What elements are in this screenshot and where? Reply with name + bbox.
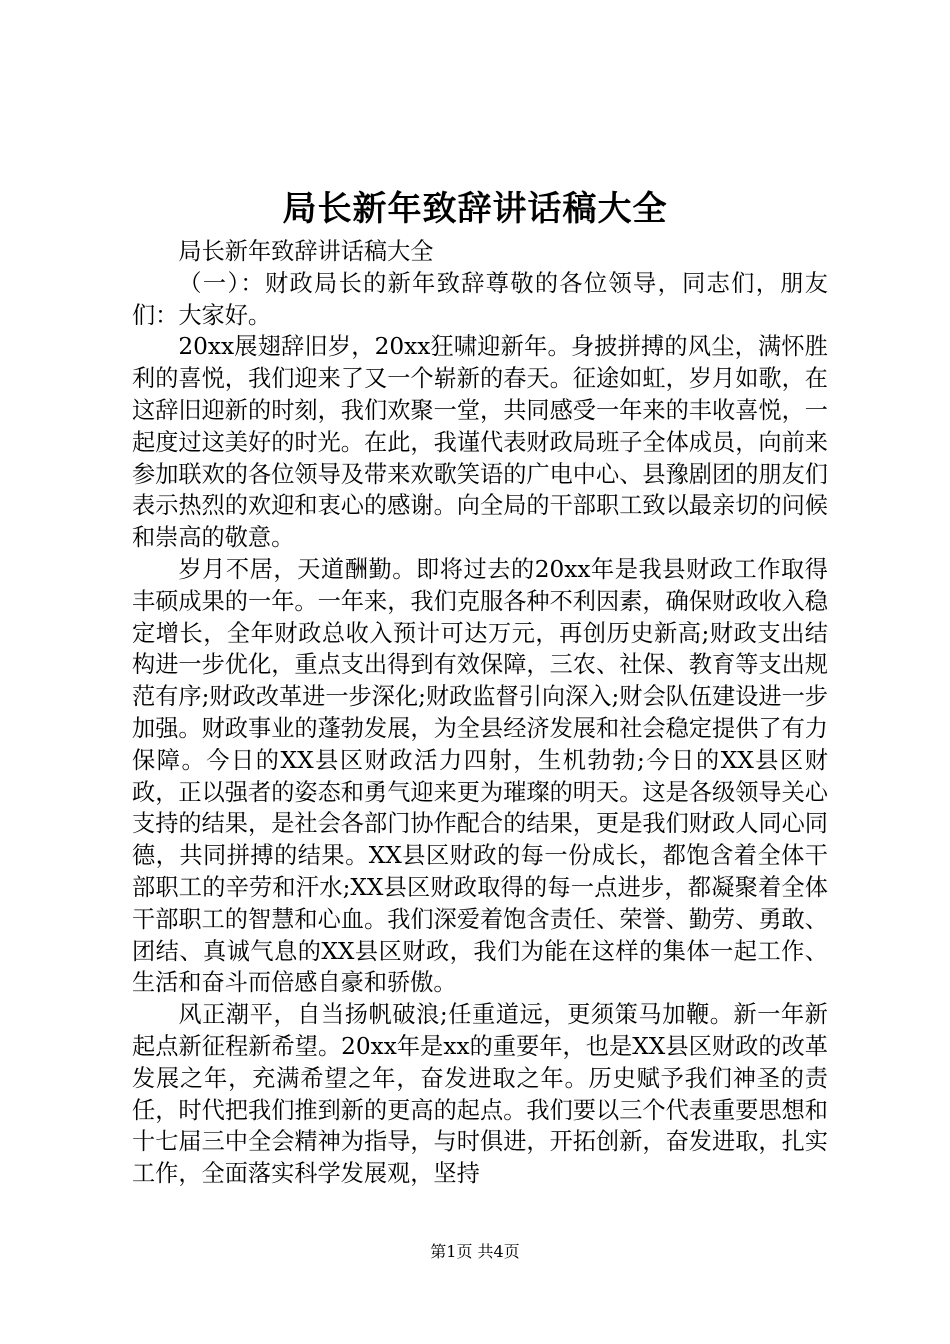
greeting-paragraph: （一）：财政局长的新年致辞尊敬的各位领导，同志们，朋友们：大家好。 [132, 269, 828, 329]
document-body [132, 236, 828, 1190]
body-paragraph: 岁月不居，天道酬勤。即将过去的20xx年是我县财政工作取得丰硕成果的一年。一年来，我们克服各种不利因素，确保财政收入稳定增长，全年财政总收入预计可达万元，再创历史新高;财政支出结构进一步优化，重点支出得到有效保障，三农、社保、教育等支出规范有序;财政改革进一步深化;财政监督引向深入;财会队伍建设进一步加强。财政事业的蓬勃发展，为全县经济发展和社会稳定提供了有力保障。今日的XX县区财政活力四射，生机勃勃;今日的XX县区财政，正以强者的姿态和勇气迎来更为璀璨的明天。这是各级领导关心支持的结果，是社会各部门协作配合的结果，更是我们财政人同心同德，共同拼搏的结果。XX县区财政的每一份成长，都饱含着全体干部职工的辛劳和汗水;XX县区财政取得的每一点进步，都凝聚着全体干部职工的智慧和心血。我们深爱着饱含责任、荣誉、勤劳、勇敢、团结、真诚气息的XX县区财政，我们为能在这样的集体一起工作、生活和奋斗而倍感自豪和骄傲。 [132, 555, 828, 997]
body-paragraph: 20xx展翅辞旧岁，20xx狂啸迎新年。身披拼搏的风尘，满怀胜利的喜悦，我们迎来了又一个崭新的春天。征途如虹，岁月如歌，在这辞旧迎新的时刻，我们欢聚一堂，共同感受一年来的丰收喜悦，一起度过这美好的时光。在此，我谨代表财政局班子全体成员，向前来参加联欢的各位领导及带来欢歌笑语的广电中心、县豫剧团的朋友们表示热烈的欢迎和衷心的感谢。向全局的干部职工致以最亲切的问候和崇高的敬意。 [132, 333, 828, 552]
subtitle-paragraph: 局长新年致辞讲话稿大全 [178, 238, 434, 265]
body-paragraph: 风正潮平，自当扬帆破浪;任重道远，更须策马加鞭。新一年新起点新征程新希望。20xx年是xx的重要年，也是XX县区财政的改革发展之年，充满希望之年，奋发进取之年。历史赋予我们神圣的责任，时代把我们推到新的更高的起点。我们要以三个代表重要思想和十七届三中全会精神为指导，与时俱进，开拓创新，奋发进取，扎实工作，全面落实科学发展观，坚持 [132, 1001, 828, 1188]
page-footer: 第1页 共4页 [430, 1242, 520, 1261]
document-title: 局长新年致辞讲话稿大全 [282, 189, 668, 229]
